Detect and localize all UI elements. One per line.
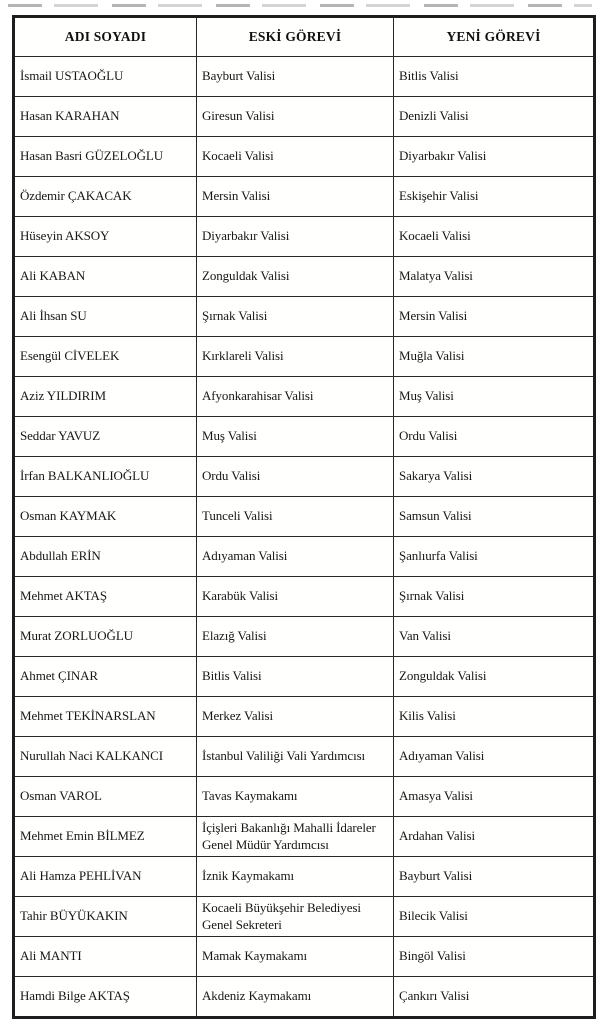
cell-yeni-gorevi: Ardahan Valisi: [394, 817, 595, 857]
cell-eski-gorevi: Kocaeli Büyükşehir Belediyesi Genel Sekreteri: [197, 897, 394, 937]
cell-adi-soyadi: Mehmet Emin BİLMEZ: [14, 817, 197, 857]
cell-adi-soyadi: Abdullah ERİN: [14, 537, 197, 577]
cell-eski-gorevi: Adıyaman Valisi: [197, 537, 394, 577]
table-row: [14, 857, 595, 897]
cell-yeni-gorevi: Sakarya Valisi: [394, 457, 595, 497]
scan-artifact-line: [8, 4, 592, 7]
cell-yeni-gorevi: Kocaeli Valisi: [394, 217, 595, 257]
cell-yeni-gorevi: Bingöl Valisi: [394, 937, 595, 977]
cell-yeni-gorevi: Diyarbakır Valisi: [394, 137, 595, 177]
cell-adi-soyadi: Hasan KARAHAN: [14, 97, 197, 137]
cell-eski-gorevi: İznik Kaymakamı: [197, 857, 394, 897]
cell-eski-gorevi: İstanbul Valiliği Vali Yardımcısı: [197, 737, 394, 777]
table-row: [14, 977, 595, 1018]
header-eski-gorevi: ESKİ GÖREVİ: [197, 17, 394, 57]
cell-adi-soyadi: Murat ZORLUOĞLU: [14, 617, 197, 657]
cell-yeni-gorevi: Bayburt Valisi: [394, 857, 595, 897]
cell-adi-soyadi: Tahir BÜYÜKAKIN: [14, 897, 197, 937]
cell-adi-soyadi: Nurullah Naci KALKANCI: [14, 737, 197, 777]
cell-adi-soyadi: Seddar YAVUZ: [14, 417, 197, 457]
cell-yeni-gorevi: Şırnak Valisi: [394, 577, 595, 617]
appointments-table: [12, 15, 596, 1019]
cell-eski-gorevi: Giresun Valisi: [197, 97, 394, 137]
table-row: [14, 177, 595, 217]
cell-eski-gorevi: Kırklareli Valisi: [197, 337, 394, 377]
cell-yeni-gorevi: Mersin Valisi: [394, 297, 595, 337]
cell-eski-gorevi: Merkez Valisi: [197, 697, 394, 737]
table-row: [14, 137, 595, 177]
header-adi-soyadi: ADI SOYADI: [14, 17, 197, 57]
cell-adi-soyadi: Osman VAROL: [14, 777, 197, 817]
cell-yeni-gorevi: Ordu Valisi: [394, 417, 595, 457]
cell-yeni-gorevi: Adıyaman Valisi: [394, 737, 595, 777]
table-row: [14, 217, 595, 257]
cell-yeni-gorevi: Muğla Valisi: [394, 337, 595, 377]
table-row: [14, 817, 595, 857]
cell-adi-soyadi: Ali KABAN: [14, 257, 197, 297]
cell-adi-soyadi: İrfan BALKANLIOĞLU: [14, 457, 197, 497]
cell-eski-gorevi: Bitlis Valisi: [197, 657, 394, 697]
cell-adi-soyadi: Hüseyin AKSOY: [14, 217, 197, 257]
table-row: [14, 617, 595, 657]
cell-eski-gorevi: Afyonkarahisar Valisi: [197, 377, 394, 417]
cell-adi-soyadi: İsmail USTAOĞLU: [14, 57, 197, 97]
cell-eski-gorevi: Mersin Valisi: [197, 177, 394, 217]
table-row: [14, 497, 595, 537]
table-row: [14, 697, 595, 737]
table-row: [14, 377, 595, 417]
cell-eski-gorevi: Akdeniz Kaymakamı: [197, 977, 394, 1018]
cell-eski-gorevi: Ordu Valisi: [197, 457, 394, 497]
cell-yeni-gorevi: Bitlis Valisi: [394, 57, 595, 97]
cell-yeni-gorevi: Şanlıurfa Valisi: [394, 537, 595, 577]
cell-yeni-gorevi: Van Valisi: [394, 617, 595, 657]
cell-yeni-gorevi: Çankırı Valisi: [394, 977, 595, 1018]
table-row: [14, 897, 595, 937]
cell-eski-gorevi: Diyarbakır Valisi: [197, 217, 394, 257]
cell-adi-soyadi: Özdemir ÇAKACAK: [14, 177, 197, 217]
table-row: [14, 97, 595, 137]
cell-adi-soyadi: Ali İhsan SU: [14, 297, 197, 337]
cell-eski-gorevi: Tunceli Valisi: [197, 497, 394, 537]
header-yeni-gorevi: YENİ GÖREVİ: [394, 17, 595, 57]
table-row: [14, 337, 595, 377]
cell-yeni-gorevi: Amasya Valisi: [394, 777, 595, 817]
cell-adi-soyadi: Ali MANTI: [14, 937, 197, 977]
cell-eski-gorevi: Elazığ Valisi: [197, 617, 394, 657]
table-row: [14, 57, 595, 97]
cell-eski-gorevi: Bayburt Valisi: [197, 57, 394, 97]
cell-eski-gorevi: Mamak Kaymakamı: [197, 937, 394, 977]
table-row: [14, 257, 595, 297]
table-row: [14, 297, 595, 337]
cell-yeni-gorevi: Zonguldak Valisi: [394, 657, 595, 697]
table-header: [14, 17, 595, 57]
cell-eski-gorevi: Zonguldak Valisi: [197, 257, 394, 297]
cell-yeni-gorevi: Denizli Valisi: [394, 97, 595, 137]
cell-eski-gorevi: Muş Valisi: [197, 417, 394, 457]
cell-adi-soyadi: Ahmet ÇINAR: [14, 657, 197, 697]
table-row: [14, 737, 595, 777]
cell-yeni-gorevi: Malatya Valisi: [394, 257, 595, 297]
cell-adi-soyadi: Hamdi Bilge AKTAŞ: [14, 977, 197, 1018]
header-row: [14, 17, 595, 57]
table-row: [14, 777, 595, 817]
cell-eski-gorevi: İçişleri Bakanlığı Mahalli İdareler Genel Müdür Yardımcısı: [197, 817, 394, 857]
table-row: [14, 577, 595, 617]
cell-adi-soyadi: Mehmet TEKİNARSLAN: [14, 697, 197, 737]
cell-yeni-gorevi: Kilis Valisi: [394, 697, 595, 737]
cell-adi-soyadi: Aziz YILDIRIM: [14, 377, 197, 417]
cell-adi-soyadi: Mehmet AKTAŞ: [14, 577, 197, 617]
cell-eski-gorevi: Tavas Kaymakamı: [197, 777, 394, 817]
table-body: [14, 57, 595, 1018]
cell-eski-gorevi: Kocaeli Valisi: [197, 137, 394, 177]
cell-yeni-gorevi: Muş Valisi: [394, 377, 595, 417]
cell-adi-soyadi: Ali Hamza PEHLİVAN: [14, 857, 197, 897]
table-row: [14, 937, 595, 977]
cell-yeni-gorevi: Eskişehir Valisi: [394, 177, 595, 217]
cell-adi-soyadi: Esengül CİVELEK: [14, 337, 197, 377]
table-row: [14, 537, 595, 577]
cell-eski-gorevi: Şırnak Valisi: [197, 297, 394, 337]
cell-yeni-gorevi: Samsun Valisi: [394, 497, 595, 537]
table-row: [14, 417, 595, 457]
cell-eski-gorevi: Karabük Valisi: [197, 577, 394, 617]
table-row: [14, 457, 595, 497]
cell-yeni-gorevi: Bilecik Valisi: [394, 897, 595, 937]
table-row: [14, 657, 595, 697]
cell-adi-soyadi: Hasan Basri GÜZELOĞLU: [14, 137, 197, 177]
cell-adi-soyadi: Osman KAYMAK: [14, 497, 197, 537]
